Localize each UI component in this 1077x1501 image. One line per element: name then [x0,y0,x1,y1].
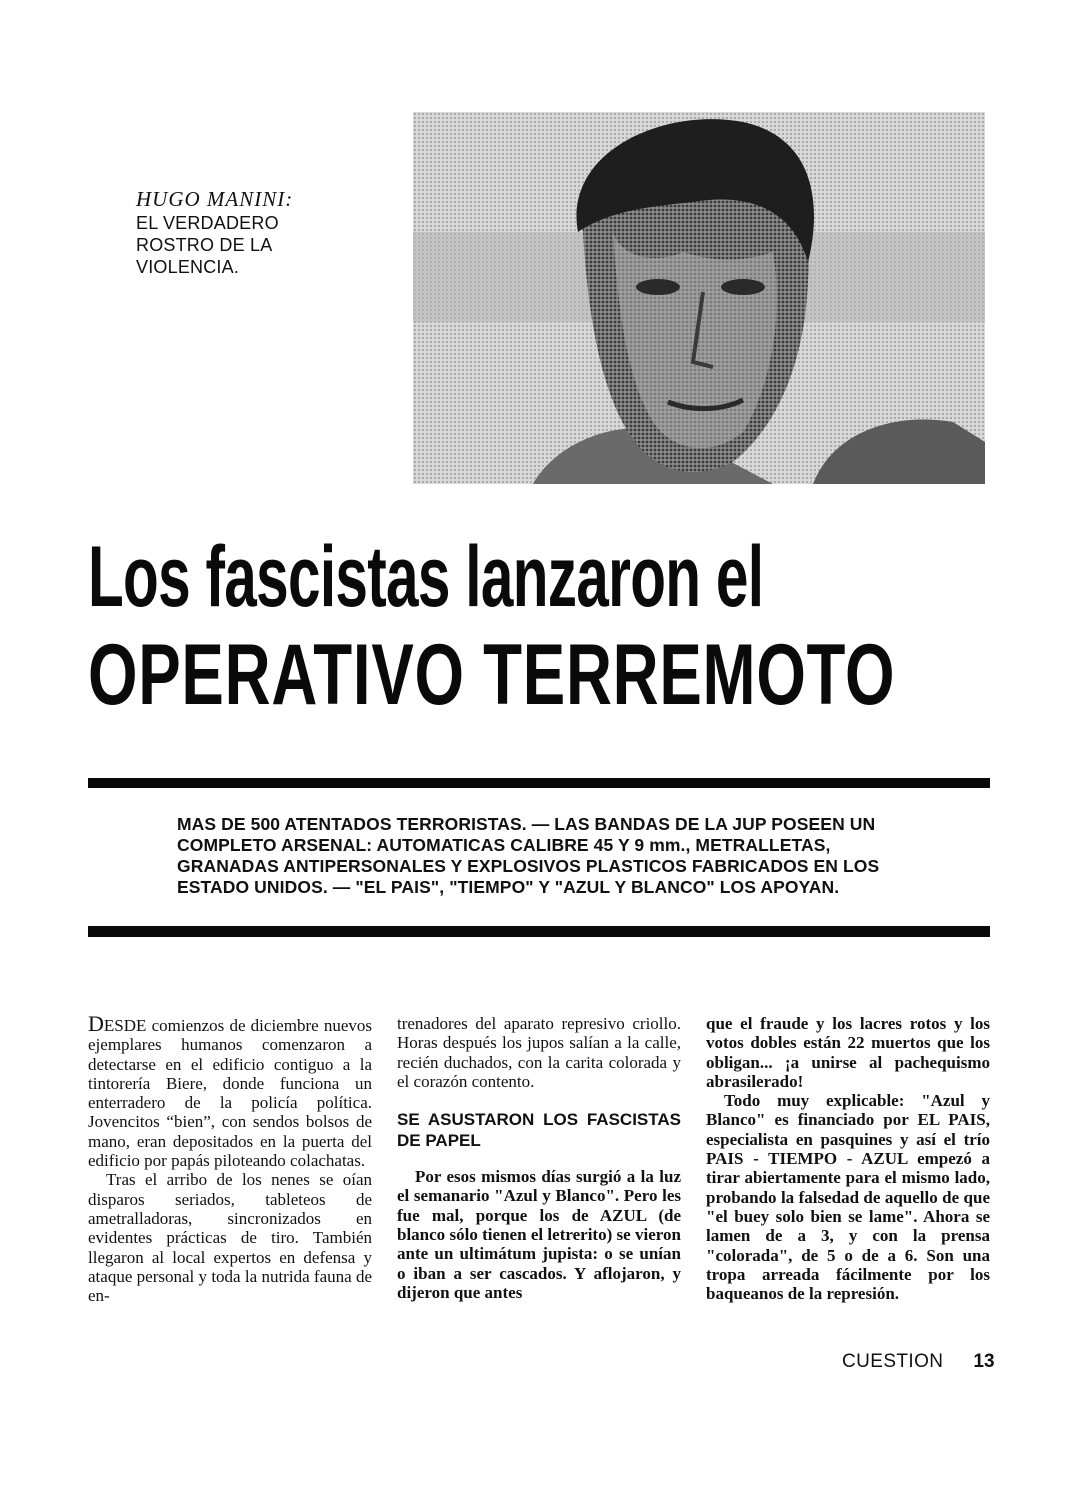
page-number: 13 [973,1351,995,1372]
article-paragraph: Todo muy explicable: "Azul y Blanco" es financiado por EL PAIS, especialista en pasquines y así el trío PAIS - TIEMPO - AZUL empezó a tirar abiertamente para el mismo lado, probando la falsedad de aquello de que "el buey solo bien se lame". Ahora se lamen de a 3, y con la prensa "colorada", de 5 o de a 6. Son una tropa arreada fácilmente por los baqueanos de la represión. [706,1091,990,1304]
page-footer [842,1351,995,1373]
photo-caption [136,186,396,278]
article-paragraph [88,1011,372,1171]
headline-line-2: OPERATIVO TERREMOTO [88,627,896,723]
article-column-1 [88,1011,372,1306]
article-paragraph: Tras el arribo de los nenes se oían disparos seriados, tableteos de ametralladoras, sincronizados en evidentes prácticas de tiro. También llegaron al local expertos en defensa y ataque personal y toda la nutrida fauna de en- [88,1170,372,1306]
article-paragraph: que el fraude y los lacres rotos y los votos dobles están 22 muertos que los obligan... ¡a unirse al pachequismo abrasilerado! [706,1014,990,1091]
subheading: SE ASUSTARON LOS FASCISTAS DE PAPEL [397,1110,681,1151]
caption-line: EL VERDADERO [136,213,279,233]
article-paragraph: trenadores del aparato represivo criollo. Horas después los jupos salían a la calle, recién duchados, con la carita colorada y el corazón contento. [397,1014,681,1091]
caption-line: ROSTRO DE LA [136,235,273,255]
divider-rule [88,778,990,788]
publication-name: CUESTION [842,1351,944,1372]
drop-cap: D [88,1011,104,1036]
caption-name: HUGO MANINI: [136,187,294,211]
headline-line-1: Los fascistas lanzaron el [88,529,764,625]
headline [88,528,988,724]
article-paragraph: Por esos mismos días surgió a la luz el semanario "Azul y Blanco". Pero les fue mal, porque los de AZUL (de blanco sólo tienen el letrerito) se vieron ante un ultimátum jupista: o se unían o iban a ser cascados. Y aflojaron, y dijeron que antes [397,1167,681,1302]
portrait-photo [413,112,985,484]
portrait-image [413,112,985,484]
divider-rule [88,926,990,937]
deck-summary: MAS DE 500 ATENTADOS TERRORISTAS. — LAS BANDAS DE LA JUP POSEEN UN COMPLETO ARSENAL: AUTOMATICAS CALIBRE 45 Y 9 mm., METRALLETAS, GRANADAS ANTIPERSONALES Y EXPLOSIVOS PLASTICOS FABRICADOS EN LOS ESTADO UNIDOS. — "EL PAIS", "TIEMPO" Y "AZUL Y BLANCO" LOS APOYAN. [177,814,880,897]
article-column-2 [397,1014,681,1302]
article-column-3 [706,1014,990,1303]
caption-line: VIOLENCIA. [136,257,240,277]
paragraph-text: ESDE comienzos de diciembre nuevos ejemplares humanos comenzaron a detectarse en el edificio contiguo a la tintorería Biere, donde funciona un enterradero de la policía política. Jovencitos “bien”, con sendos bolsos de mano, eran depositados en la puerta del edificio por papás piloteando colachatas. [88,1016,372,1171]
